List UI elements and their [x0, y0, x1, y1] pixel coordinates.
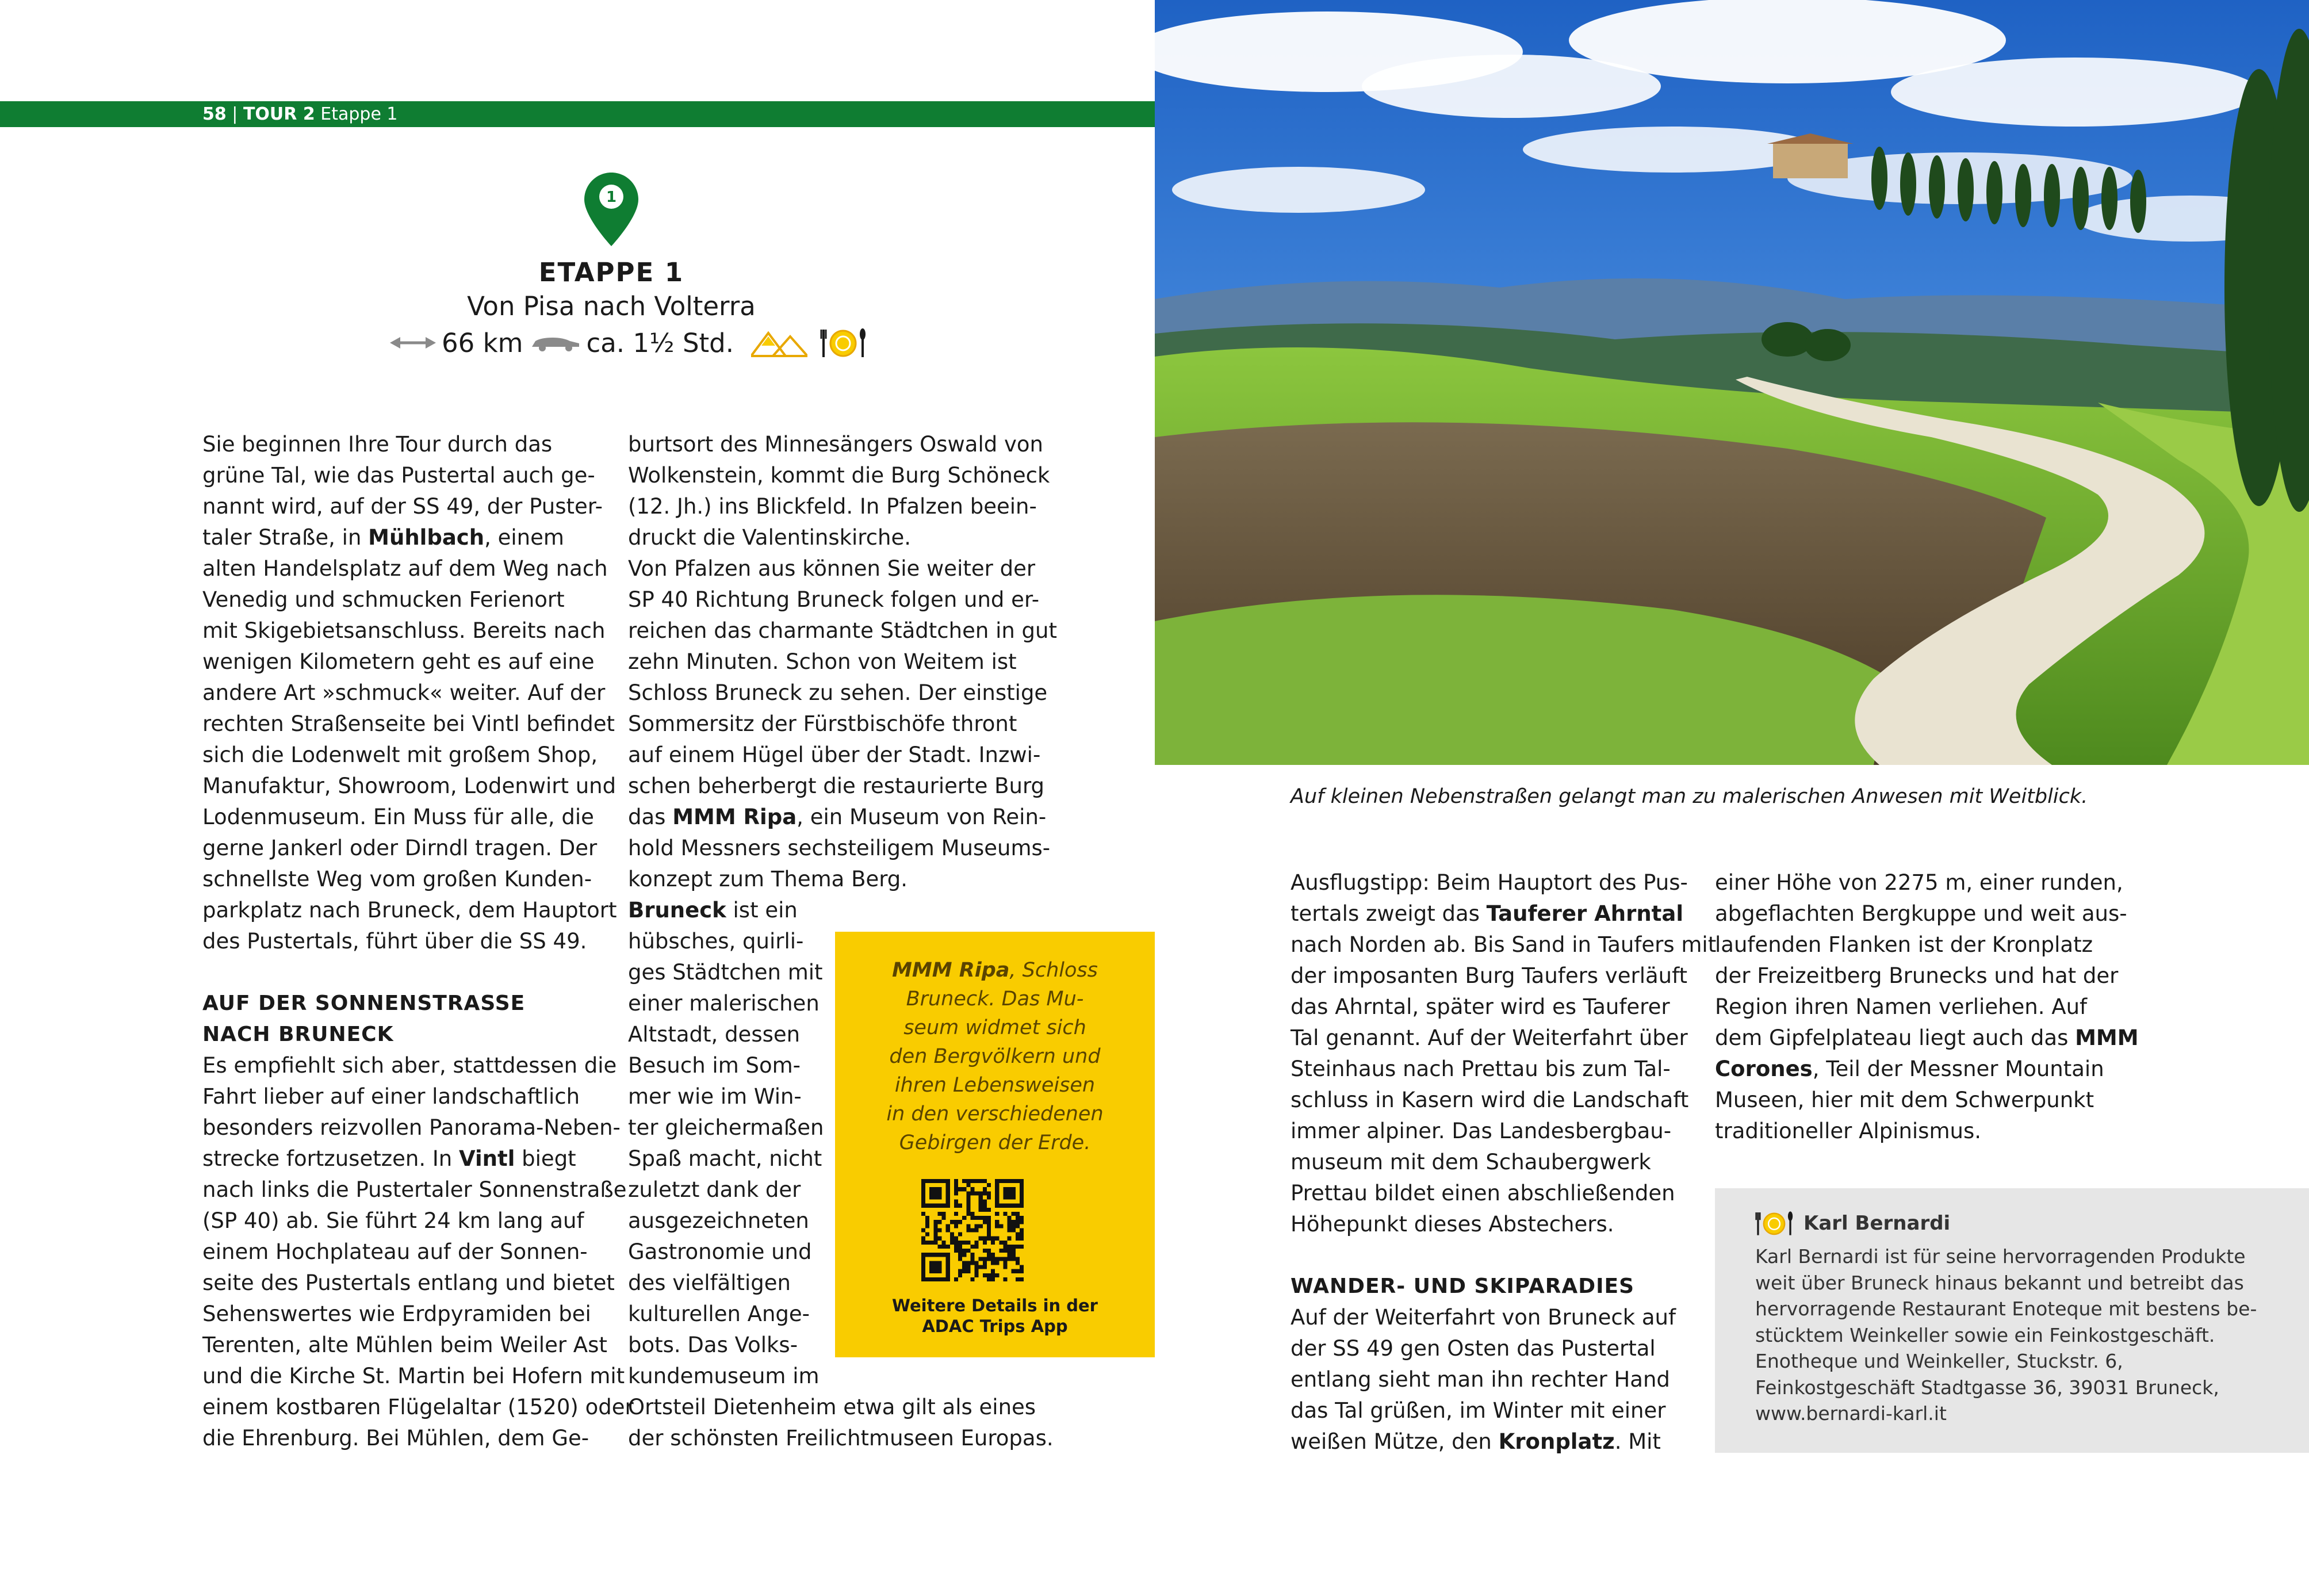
text-line: Ortsteil Dietenheim etwa gilt als eines	[628, 1395, 1036, 1419]
text-line: Museen, hier mit dem Schwerpunkt	[1715, 1088, 2094, 1112]
page-number: 58	[202, 104, 227, 124]
bold-term: Corones	[1715, 1057, 1813, 1081]
duration-value: ca. 1½ Std.	[586, 327, 734, 358]
text-line: Sommersitz der Fürstbischöfe thront	[628, 711, 1017, 736]
text-line: dem Gipfelplateau liegt auch das MMM	[1715, 1025, 2139, 1050]
text-line: Ausflugstipp: Beim Hauptort des Pus-	[1291, 870, 1688, 895]
text-line: ter gleichermaßen	[628, 1115, 824, 1140]
restaurant-line: hervorragende Restaurant Enoteque mit bestens be-	[1755, 1298, 2257, 1320]
text-line: mer wie im Win-	[628, 1084, 802, 1109]
col1-para2	[202, 1050, 634, 1454]
text-line: ausgezeichneten	[628, 1208, 809, 1233]
restaurant-description	[1755, 1243, 2257, 1427]
text-line: Fahrt lieber auf einer landschaftlich	[202, 1084, 580, 1109]
bold-term: Bruneck	[628, 898, 726, 923]
bold-term: Kronplatz	[1498, 1429, 1615, 1454]
bold-term: MMM Ripa	[672, 805, 797, 829]
section-heading-1: AUF DER SONNENSTRASSE	[202, 992, 526, 1015]
text-line: burtsort des Minnesängers Oswald von	[628, 432, 1043, 457]
stage-stats	[390, 325, 866, 361]
text-line: schnellste Weg vom großen Kunden-	[202, 867, 592, 891]
col4-para1	[1715, 867, 2139, 1147]
text-line: sich die Lodenwelt mit großem Shop,	[202, 742, 598, 767]
text-line: ges Städtchen mit	[628, 960, 823, 985]
text-line: parkplatz nach Bruneck, dem Hauptort	[202, 898, 617, 923]
restaurant-tip-header	[1755, 1209, 1950, 1238]
museum-info-box	[835, 932, 1155, 1357]
text-line: Höhepunkt dieses Abstechers.	[1291, 1212, 1614, 1237]
text-line: weißen Mütze, den Kronplatz. Mit	[1291, 1429, 1661, 1454]
text-line: das MMM Ripa, ein Museum von Rein-	[628, 805, 1047, 829]
bold-term: Tauferer Ahrntal	[1486, 901, 1684, 926]
tour-label: TOUR 2	[243, 104, 315, 124]
text-line: Prettau bildet einen abschließenden	[1291, 1181, 1675, 1205]
text-line: Wolkenstein, kommt die Burg Schöneck	[628, 463, 1050, 488]
app-link-line2: ADAC Trips App	[922, 1316, 1068, 1336]
app-link-line1: Weitere Details in der	[892, 1296, 1098, 1315]
restaurant-line: Karl Bernardi ist für seine hervorragenden Produkte	[1755, 1245, 2246, 1268]
text-line: mit Skigebietsanschluss. Bereits nach	[202, 618, 606, 643]
mountains-icon	[751, 328, 807, 357]
text-line: rechten Straßenseite bei Vintl befindet	[202, 711, 615, 736]
text-line: Von Pfalzen aus können Sie weiter der	[628, 556, 1036, 581]
text-line: seite des Pustertals entlang und bietet	[202, 1270, 615, 1295]
col1-para1	[202, 429, 634, 957]
col3-para2	[1291, 1302, 1716, 1457]
text-line: die Ehrenburg. Bei Mühlen, dem Ge-	[202, 1426, 589, 1450]
text-line: Manufaktur, Showroom, Lodenwirt und	[202, 774, 617, 798]
text-line: strecke fortzusetzen. In Vintl biegt	[202, 1146, 576, 1171]
text-line: Es empfiehlt sich aber, stattdessen die	[202, 1053, 617, 1078]
restaurant-website-link[interactable]: www.bernardi-karl.it	[1755, 1402, 1947, 1425]
text-line: Schloss Bruneck zu sehen. Der einstige	[628, 680, 1048, 705]
restaurant-tip-box	[1715, 1188, 2309, 1453]
text-line: seum widmet sich	[903, 1016, 1086, 1039]
text-line: einer malerischen	[628, 991, 820, 1016]
section-label: Etappe 1	[320, 104, 398, 124]
text-line: alten Handelsplatz auf dem Weg nach	[202, 556, 608, 581]
distance-value: 66 km	[442, 327, 523, 358]
text-line: Region ihren Namen verliehen. Auf	[1715, 994, 2088, 1019]
text-line: einem Hochplateau auf der Sonnen-	[202, 1239, 588, 1264]
text-line: (SP 40) ab. Sie führt 24 km lang auf	[202, 1208, 584, 1233]
text-line: Besuch im Som-	[628, 1053, 801, 1078]
text-line: (12. Jh.) ins Blickfeld. In Pfalzen beein-	[628, 494, 1037, 519]
stage-title: ETAPPE 1	[538, 257, 684, 288]
restaurant-icon	[820, 326, 866, 359]
text-line: einer Höhe von 2275 m, einer runden,	[1715, 870, 2123, 895]
text-column-1	[202, 429, 634, 1454]
text-line: entlang sieht man ihn rechter Hand	[1291, 1367, 1670, 1392]
text-line: in den verschiedenen	[886, 1103, 1104, 1126]
text-line: andere Art »schmuck« weiter. Auf der	[202, 680, 606, 705]
text-line: taler Straße, in Mühlbach, einem	[202, 525, 564, 550]
text-line: bots. Das Volks-	[628, 1333, 798, 1357]
text-line: ihren Lebensweisen	[894, 1074, 1096, 1097]
text-line: museum mit dem Schaubergwerk	[1291, 1150, 1651, 1174]
text-line: Venedig und schmucken Ferienort	[202, 587, 565, 612]
text-line: SP 40 Richtung Bruneck folgen und er-	[628, 587, 1040, 612]
running-header	[202, 104, 398, 125]
qr-code-icon[interactable]	[921, 1179, 1024, 1281]
text-line: Gebirgen der Erde.	[899, 1131, 1091, 1154]
text-line: nach Norden ab. Bis Sand in Taufers mit	[1291, 932, 1717, 957]
car-icon	[530, 333, 581, 353]
stage-subtitle: Von Pisa nach Volterra	[467, 291, 756, 322]
text-line: auf einem Hügel über der Stadt. Inzwi-	[628, 742, 1041, 767]
infobox-text	[835, 956, 1155, 1157]
text-line: der SS 49 gen Osten das Pustertal	[1291, 1336, 1656, 1361]
text-line: Corones, Teil der Messner Mountain	[1715, 1057, 2104, 1081]
text-line: Sie beginnen Ihre Tour durch das	[202, 432, 553, 457]
text-line: Bruneck. Das Mu-	[906, 988, 1084, 1011]
text-line: kulturellen Ange-	[628, 1302, 810, 1326]
distance-arrow-icon	[390, 334, 436, 351]
text-line: zehn Minuten. Schon von Weitem ist	[628, 649, 1017, 674]
photo-caption: Auf kleinen Nebenstraßen gelangt man zu malerischen Anwesen mit Weitblick.	[1291, 785, 2088, 808]
map-pin-icon	[584, 173, 638, 246]
restaurant-icon	[1755, 1209, 1793, 1238]
text-line: nannt wird, auf der SS 49, der Puster-	[202, 494, 603, 519]
text-line: Tal genannt. Auf der Weiterfahrt über	[1291, 1025, 1688, 1050]
text-line: konzept zum Thema Berg.	[628, 867, 908, 891]
text-line: traditioneller Alpinismus.	[1715, 1119, 1981, 1143]
header-separator: |	[232, 104, 238, 124]
text-line: den Bergvölkern und	[889, 1045, 1101, 1068]
text-line: zuletzt dank der	[628, 1177, 801, 1202]
landscape-photo	[1155, 0, 2309, 765]
text-line: Steinhaus nach Prettau bis zum Tal-	[1291, 1057, 1671, 1081]
text-line: das Ahrntal, später wird es Tauferer	[1291, 994, 1670, 1019]
text-line: abgeflachten Bergkuppe und weit aus-	[1715, 901, 2127, 926]
pin-number: 1	[606, 189, 617, 206]
text-line: und die Kirche St. Martin bei Hofern mit	[202, 1364, 625, 1388]
text-line: grüne Tal, wie das Pustertal auch ge-	[202, 463, 595, 488]
text-line: der imposanten Burg Taufers verläuft	[1291, 963, 1687, 988]
header-bar	[0, 101, 1155, 127]
bold-term: Mühlbach	[368, 525, 485, 550]
text-line: Bruneck ist ein	[628, 898, 798, 923]
text-line: hold Messners sechsteiligem Museums-	[628, 836, 1051, 860]
text-line: einem kostbaren Flügelaltar (1520) oder	[202, 1395, 634, 1419]
bold-term: MMM	[2075, 1025, 2139, 1050]
section-heading-2: WANDER- UND SKIPARADIES	[1291, 1274, 1635, 1298]
text-line: Spaß macht, nicht	[628, 1146, 822, 1171]
text-line: Altstadt, dessen	[628, 1022, 801, 1047]
text-line: schen beherbergt die restaurierte Burg	[628, 774, 1045, 798]
text-line: kundemuseum im	[628, 1364, 820, 1388]
restaurant-name: Karl Bernardi	[1803, 1212, 1951, 1235]
text-line: der Freizeitberg Brunecks und hat der	[1715, 963, 2119, 988]
text-line: gerne Jankerl oder Dirndl tragen. Der	[202, 836, 598, 860]
restaurant-line: weit über Bruneck hinaus bekannt und betreibt das	[1755, 1271, 2244, 1294]
section-heading-1b: NACH BRUNECK	[202, 1023, 394, 1046]
text-line: wenigen Kilometern geht es auf eine	[202, 649, 595, 674]
text-line: besonders reizvollen Panorama-Neben-	[202, 1115, 621, 1140]
text-line: laufenden Flanken ist der Kronplatz	[1715, 932, 2093, 957]
text-line: Lodenmuseum. Ein Muss für alle, die	[202, 805, 594, 829]
col3-para1	[1291, 867, 1716, 1240]
text-line: Terenten, alte Mühlen beim Weiler Ast	[202, 1333, 607, 1357]
text-line: nach links die Pustertaler Sonnenstraße	[202, 1177, 627, 1202]
text-column-4	[1715, 867, 2139, 1147]
text-line: Auf der Weiterfahrt von Bruneck auf	[1291, 1305, 1676, 1330]
text-line: tertals zweigt das Tauferer Ahrntal	[1291, 901, 1684, 926]
app-link[interactable]	[835, 1295, 1155, 1337]
text-line: druckt die Valentinskirche.	[628, 525, 912, 550]
text-column-3	[1291, 867, 1716, 1457]
text-line: das Tal grüßen, im Winter mit einer	[1291, 1398, 1666, 1423]
text-line: hübsches, quirli-	[628, 929, 804, 954]
bold-term: MMM Ripa	[892, 959, 1010, 982]
tuscany-road-image	[1155, 0, 2309, 765]
restaurant-address: Enotheque und Weinkeller, Stuckstr. 6,	[1755, 1350, 2123, 1372]
text-line: des vielfältigen	[628, 1270, 791, 1295]
restaurant-line: stücktem Weinkeller sowie ein Feinkostgeschäft.	[1755, 1323, 2215, 1346]
bold-term: Vintl	[459, 1146, 515, 1171]
text-line: der schönsten Freilichtmuseen Europas.	[628, 1426, 1054, 1450]
text-line: Gastronomie und	[628, 1239, 812, 1264]
text-line: schluss in Kasern wird die Landschaft	[1291, 1088, 1689, 1112]
text-line: des Pustertals, führt über die SS 49.	[202, 929, 587, 954]
text-line: Sehenswertes wie Erdpyramiden bei	[202, 1302, 591, 1326]
text-line: immer alpiner. Das Landesbergbau-	[1291, 1119, 1672, 1143]
text-line: MMM Ripa, Schloss	[892, 959, 1098, 982]
restaurant-address: Feinkostgeschäft Stadtgasse 36, 39031 Bruneck,	[1755, 1376, 2219, 1399]
text-line: reichen das charmante Städtchen in gut	[628, 618, 1057, 643]
